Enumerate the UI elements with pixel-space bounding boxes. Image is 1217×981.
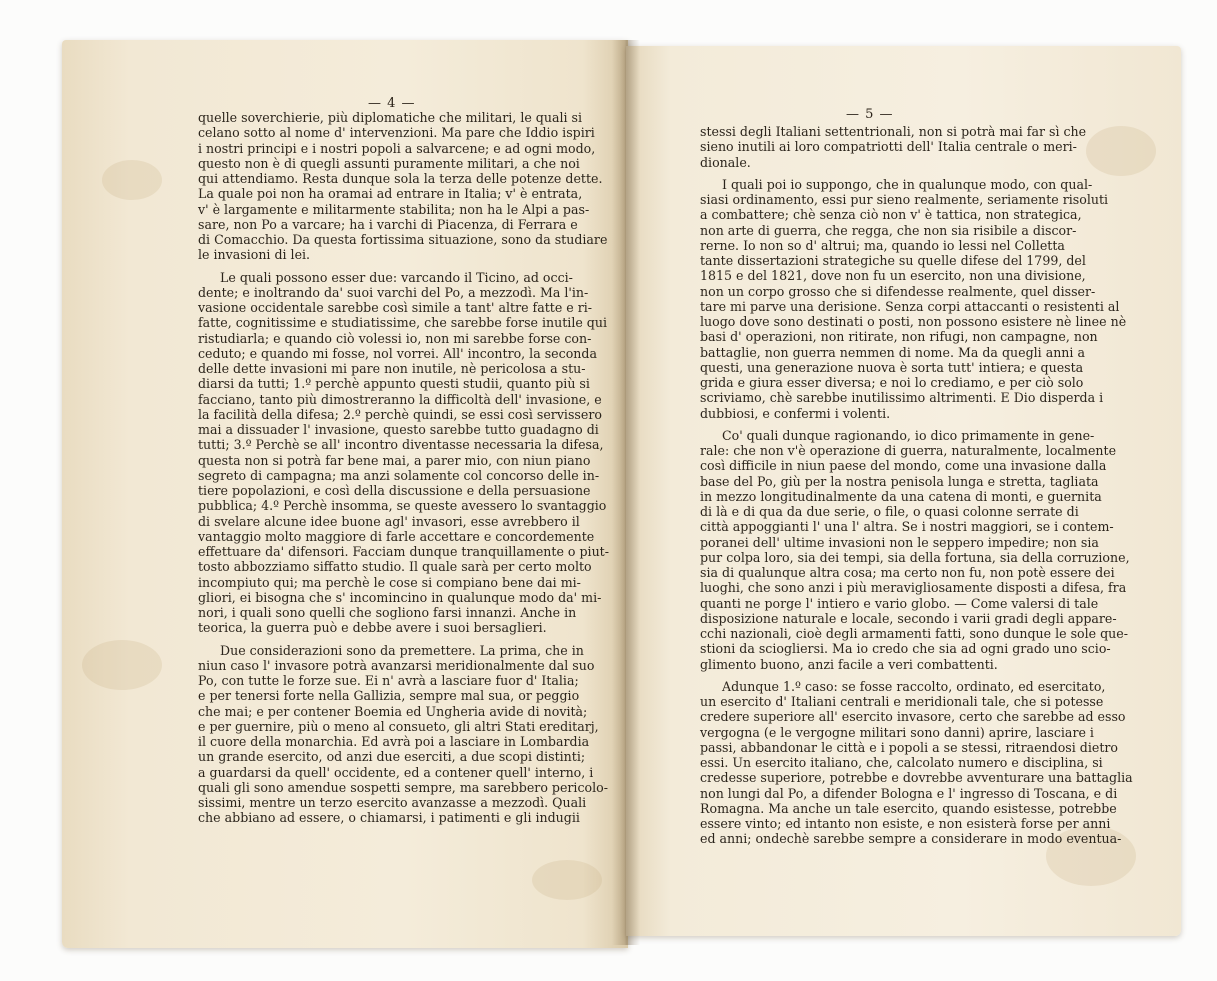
text-line: dubbiosi, e confermi i volenti. <box>700 405 891 421</box>
text-line: fatte, cognitissime e studiatissime, che sarebbe forse inutile qui <box>198 315 608 331</box>
text-line: Co' quali dunque ragionando, io dico primamente in gene- <box>722 427 1095 443</box>
text-line: Due considerazioni sono da premettere. La prima, che in <box>220 642 584 658</box>
text-line: diarsi da tutti; 1.º perchè appunto questi studii, quanto più si <box>198 376 590 392</box>
text-line: e per tenersi forte nella Gallizia, sempre mal sua, or peggio <box>198 688 580 704</box>
text-line: Adunque 1.º caso: se fosse raccolto, ordinato, ed esercitato, <box>722 678 1106 694</box>
text-line: glimento buono, anzi facile a veri combattenti. <box>700 656 998 672</box>
text-line: battaglie, non guerra nemmen di nome. Ma da quegli anni a <box>700 344 1085 360</box>
text-line: credere superiore all' esercito invasore, certo che sarebbe ad esso <box>700 709 1126 725</box>
text-line: essere vinto; ed intanto non esiste, e non esisterà forse per anni <box>700 816 1111 831</box>
text-line: tiere popolazioni, e così della discussione e della persuasione <box>198 483 591 498</box>
book-gutter <box>612 40 640 945</box>
text-line: nori, i quali sono quelli che sogliono farsi innanzi. Anche in <box>198 605 577 620</box>
text-line: quanti ne porge l' intiero e vario globo. — Come valersi di tale <box>700 595 1099 611</box>
text-line: passi, abbandonar le città e i popoli a se stessi, ritraendosi dietro <box>700 739 1119 755</box>
text-line: che mai; e per contener Boemia ed Ungheria avide di novità; <box>198 703 588 719</box>
text-line: non un corpo grosso che si difendesse realmente, quel disser- <box>700 283 1096 299</box>
text-line: città appoggianti l' una l' altra. Se i nostri maggiori, se i contem- <box>700 519 1114 535</box>
right-page-text <box>700 124 1133 847</box>
text-line: tosto abbozziamo siffatto studio. Il quale sarà per certo molto <box>198 559 592 575</box>
page-number-left: — 4 — <box>368 96 416 111</box>
text-line: di Comacchio. Da questa fortissima situazione, sono da studiare <box>198 232 608 247</box>
text-line: facciano, tanto più dimostreranno la difficoltà dell' invasione, e <box>198 391 602 407</box>
text-line: pubblica; 4.º Perchè insomma, se queste avessero lo svantaggio <box>198 498 607 514</box>
text-line: tare mi parve una derisione. Senza corpi attaccanti o resistenti al <box>700 298 1120 314</box>
text-line: vasione occidentale sarebbe così simile a tant' altre fatte e ri- <box>198 300 593 315</box>
text-line: un esercito d' Italiani centrali e meridionali tale, che si potesse <box>700 694 1104 709</box>
text-line: i nostri principi e i nostri popoli a salvarcene; e ad ogni modo, <box>198 140 596 156</box>
text-line: stessi degli Italiani settentrionali, non si potrà mai far sì che <box>700 124 1087 139</box>
text-line: disposizione naturale e locale, secondo i varii gradi degli appare- <box>700 610 1117 626</box>
text-line: stioni da sciogliersi. Ma io credo che sia ad ogni grado uno scio- <box>700 641 1111 657</box>
text-line: quelle soverchierie, più diplomatiche che militari, le quali si <box>198 110 583 125</box>
text-line: basi d' operazioni, non ritirate, non rifugi, non campagne, non <box>700 329 1098 345</box>
text-line: cchi nazionali, cioè degli armamenti fatti, sono dunque le sole que- <box>700 626 1128 641</box>
text-line: celano sotto al nome d' intervenzioni. Ma pare che Iddio ispiri <box>198 125 595 141</box>
paper-stain <box>82 640 162 690</box>
text-line: tutti; 3.º Perchè se all' incontro diventasse necessaria la difesa, <box>198 437 604 453</box>
text-line: sissimi, mentre un terzo esercito avanzasse a mezzodì. Quali <box>198 795 587 810</box>
text-line: la facilità della difesa; 2.º perchè quindi, se essi così servissero <box>198 406 602 422</box>
text-line: in mezzo longitudinalmente da una catena di monti, e guernita <box>700 488 1102 504</box>
text-line: 1815 e del 1821, dove non fu un esercito, non una divisione, <box>700 268 1086 284</box>
text-line: siasi ordinamento, essi pur sieno realmente, seriamente risoluti <box>700 192 1109 207</box>
text-line: luogo dove sono destinati o posti, non possono esistere nè linee nè <box>700 314 1127 329</box>
text-line: quali gli sono amendue sospetti sempre, ma sarebbero pericolo- <box>198 779 608 795</box>
text-line: tante dissertazioni strategiche su quelle difese del 1799, del <box>700 253 1086 268</box>
text-line: così difficile in niun paese del mondo, come una invasione dalla <box>700 458 1107 474</box>
text-line: essi. Un esercito italiano, che, calcolato numero e disciplina, si <box>700 755 1103 770</box>
text-line: La quale poi non ha oramai ad entrare in Italia; v' è entrata, <box>198 186 583 202</box>
text-line: Le quali possono esser due: varcando il Ticino, ad occi- <box>220 269 573 285</box>
text-line: non arte di guerra, che regga, che non sia risibile a discor- <box>700 222 1077 238</box>
text-line: segreto di campagna; ma anzi solamente col concorso delle in- <box>198 467 600 483</box>
left-page-text <box>198 110 609 826</box>
text-line: sia di qualunque altra cosa; ma certo non fu, non potè essere dei <box>700 565 1115 580</box>
text-line: ceduto; e quando mi fosse, nol vorrei. All' incontro, la seconda <box>198 345 597 361</box>
page-number-right: — 5 — <box>846 107 894 122</box>
paper-stain <box>532 860 602 900</box>
text-line: poranei dell' ultime invasioni non le seppero impedire; non sia <box>700 534 1099 550</box>
text-line: ed anni; ondechè sarebbe sempre a considerare in modo eventua- <box>700 831 1122 847</box>
text-line: questi, una generazione nuova è sorta tutt' intiera; e questa <box>700 359 1084 375</box>
text-line: gliori, ei bisogna che s' incomincino in qualunque modo da' mi- <box>198 589 602 605</box>
text-line: questo non è di quegli assunti puramente militari, a che noi <box>198 155 580 171</box>
text-line: rale: che non v'è operazione di guerra, naturalmente, localmente <box>700 443 1117 458</box>
text-line: scriviamo, chè sarebbe inutilissimo altrimenti. E Dio disperda i <box>700 390 1104 406</box>
text-line: Po, con tutte le forze sue. Ei n' avrà a lasciare fuor d' Italia; <box>198 673 579 688</box>
paper-stain <box>102 160 162 200</box>
text-line: delle dette invasioni mi pare non inutile, nè pericolosa a stu- <box>198 361 586 376</box>
text-line: e per guernire, più o meno al consueto, gli altri Stati ereditarj, <box>198 718 599 734</box>
text-line: sare, non Po a varcare; ha i varchi di Piacenza, di Ferrara e <box>198 216 578 232</box>
text-line: base del Po, giù per la nostra penisola lunga e stretta, tagliata <box>700 473 1099 489</box>
text-line: di svelare alcune idee buone agl' invasori, esse avrebbero il <box>198 513 580 529</box>
text-line: questa non si potrà far bene mai, a parer mio, con niun piano <box>198 452 591 468</box>
text-line: v' è largamente e militarmente stabilita; non ha le Alpi a pas- <box>198 201 590 217</box>
text-line: vantaggio molto maggiore di farle accettare e concordemente <box>198 528 595 544</box>
text-line: rerne. Io non so d' altrui; ma, quando io lessi nel Colletta <box>700 237 1065 253</box>
text-line: un grande esercito, od anzi due eserciti, a due scopi distinti; <box>198 749 586 765</box>
text-line: mai a dissuader l' invasione, questo sarebbe tutto guadagno di <box>198 422 599 437</box>
text-line: a guardarsi da quell' occidente, ed a contener quell' interno, i <box>198 764 594 780</box>
text-line: il cuore della monarchia. Ed avrà poi a lasciare in Lombardia <box>198 734 590 749</box>
text-line: dionale. <box>700 154 751 170</box>
text-line: sieno inutili ai loro compatriotti dell' Italia centrale o meri- <box>700 139 1077 155</box>
text-line: credesse superiore, potrebbe e dovrebbe avventurare una battaglia <box>700 770 1133 786</box>
text-line: le invasioni di lei. <box>198 247 311 263</box>
text-line: dente; e inoltrando da' suoi varchi del Po, a mezzodì. Ma l'in- <box>198 284 589 300</box>
text-line: qui attendiamo. Resta dunque sola la terza delle potenze dette. <box>198 171 603 186</box>
text-line: di là e di qua da due serie, o file, o quasi colonne serrate di <box>700 504 1079 519</box>
text-line: effettuare da' difensori. Facciam dunque tranquillamente o piut- <box>198 544 609 559</box>
text-line: che abbiano ad essere, o chiamarsi, i patimenti e gli indugii <box>198 810 580 826</box>
text-line: pur colpa loro, sia dei tempi, sia della fortuna, sia della corruzione, <box>700 549 1130 565</box>
text-line: luoghi, che sono anzi i più meravigliosamente disposti a difesa, fra <box>700 580 1127 596</box>
text-line: grida e giura esser diversa; e noi lo crediamo, e per ciò solo <box>700 375 1084 390</box>
text-line: vergogna (e le vergogne militari sono danni) aprire, lasciare i <box>700 724 1094 740</box>
text-line: non lungi dal Po, a difender Bologna e l' ingresso di Toscana, e di <box>700 785 1118 801</box>
paper-stain <box>1086 126 1156 176</box>
text-line: incompiuto qui; ma perchè le cose si compiano bene dai mi- <box>198 574 581 590</box>
text-line: teorica, la guerra può e debbe avere i suoi bersaglieri. <box>198 620 547 636</box>
text-line: Romagna. Ma anche un tale esercito, quando esistesse, potrebbe <box>700 800 1117 816</box>
text-line: ristudiarla; e quando ciò volessi io, non mi sarebbe forse con- <box>198 330 592 346</box>
text-line: a combattere; chè senza ciò non v' è tattica, non strategica, <box>700 207 1082 223</box>
text-line: niun caso l' invasore potrà avanzarsi meridionalmente dal suo <box>198 657 595 673</box>
text-line: I quali poi io suppongo, che in qualunque modo, con qual- <box>722 176 1093 192</box>
